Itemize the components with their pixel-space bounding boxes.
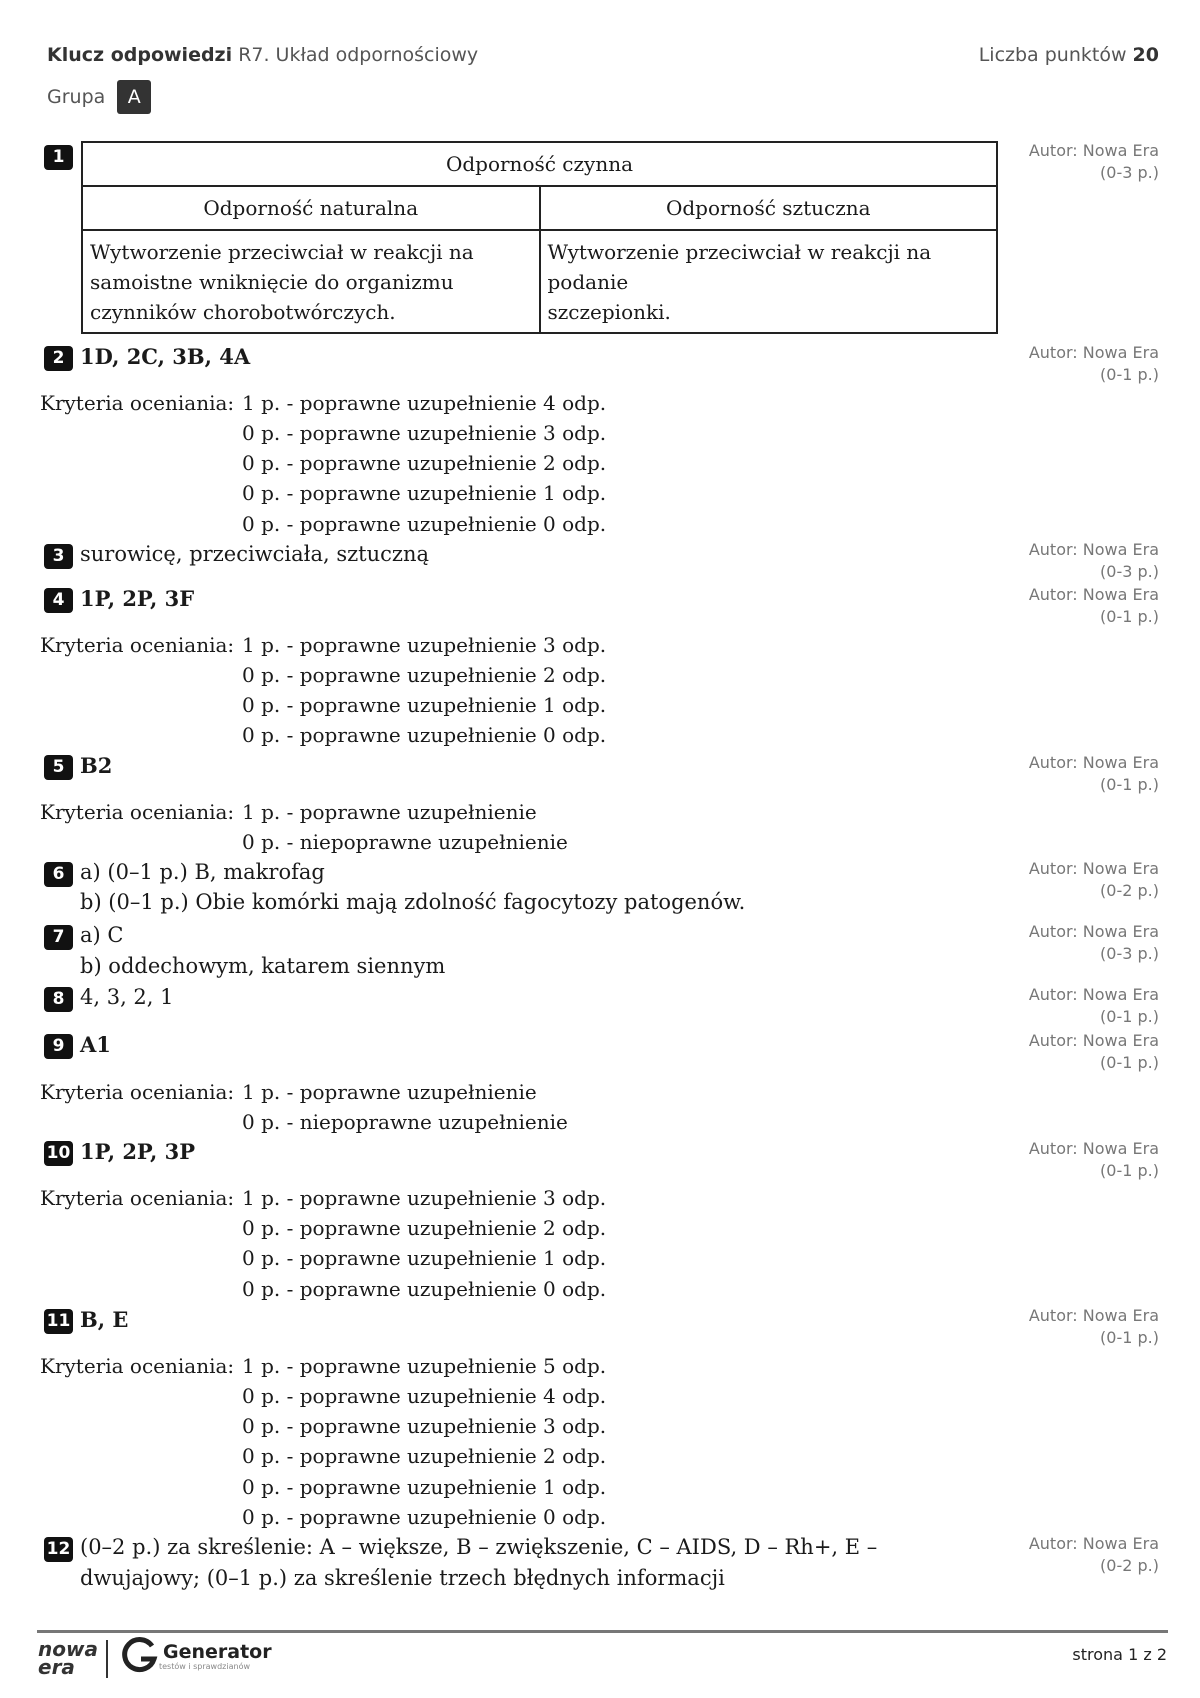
table-title: Odporność czynna <box>82 142 997 186</box>
question-6-author: Autor: Nowa Era (0-2 p.) <box>1028 859 1159 900</box>
question-number-9: 9 <box>44 1034 73 1059</box>
question-12-line-2: dwujajowy; (0–1 p.) za skreślenie trzech błędnych informacji <box>80 1566 725 1590</box>
criteria-line: 0 p. - poprawne uzupełnienie 3 odp. <box>242 421 607 445</box>
criteria-line: 1 p. - poprawne uzupełnienie 3 odp. <box>242 633 607 657</box>
criteria-line: 0 p. - poprawne uzupełnienie 4 odp. <box>242 1384 607 1408</box>
question-7-author: Autor: Nowa Era (0-3 p.) <box>1028 922 1159 963</box>
criteria-label: Kryteria oceniania: <box>40 1186 235 1210</box>
question-9-author: Autor: Nowa Era (0-1 p.) <box>1028 1031 1159 1072</box>
criteria-line: 0 p. - niepoprawne uzupełnienie <box>242 830 568 854</box>
criteria-line: 1 p. - poprawne uzupełnienie <box>242 1080 537 1104</box>
question-number-7: 7 <box>44 925 73 950</box>
criteria-label: Kryteria oceniania: <box>40 391 235 415</box>
criteria-line: 0 p. - poprawne uzupełnienie 1 odp. <box>242 1246 607 1270</box>
question-4-answer: 1P, 2P, 3F <box>80 586 195 611</box>
question-12-author: Autor: Nowa Era (0-2 p.) <box>1028 1534 1159 1575</box>
question-8-answer: 4, 3, 2, 1 <box>80 985 174 1009</box>
question-number-11: 11 <box>44 1309 73 1334</box>
criteria-line: 0 p. - niepoprawne uzupełnienie <box>242 1110 568 1134</box>
question-11-answer: B, E <box>80 1307 129 1332</box>
criteria-line: 1 p. - poprawne uzupełnienie 3 odp. <box>242 1186 607 1210</box>
question-10-author: Autor: Nowa Era (0-1 p.) <box>1028 1139 1159 1180</box>
question-8-author: Autor: Nowa Era (0-1 p.) <box>1028 985 1159 1026</box>
question-5-author: Autor: Nowa Era (0-1 p.) <box>1028 753 1159 794</box>
document-title: Klucz odpowiedzi R7. Układ odpornościowy <box>47 44 479 66</box>
question-7-part-a: a) C <box>80 923 124 947</box>
question-7-part-b: b) oddechowym, katarem siennym <box>80 954 446 978</box>
criteria-label: Kryteria oceniania: <box>40 633 235 657</box>
page-number: strona 1 z 2 <box>1072 1645 1167 1664</box>
question-number-4: 4 <box>44 588 73 613</box>
question-number-6: 6 <box>44 862 73 887</box>
table-col2-header: Odporność sztuczna <box>540 186 998 230</box>
question-3-answer: surowicę, przeciwciała, sztuczną <box>80 542 429 566</box>
criteria-line: 0 p. - poprawne uzupełnienie 0 odp. <box>242 1277 607 1301</box>
logo-separator <box>106 1640 108 1678</box>
criteria-line: 1 p. - poprawne uzupełnienie <box>242 800 537 824</box>
criteria-line: 0 p. - poprawne uzupełnienie 2 odp. <box>242 451 607 475</box>
points-total: Liczba punktów 20 <box>978 44 1159 66</box>
question-number-5: 5 <box>44 755 73 780</box>
criteria-line: 0 p. - poprawne uzupełnienie 2 odp. <box>242 1216 607 1240</box>
criteria-line: 0 p. - poprawne uzupełnienie 2 odp. <box>242 1444 607 1468</box>
group-badge: A <box>117 80 151 114</box>
question-4-author: Autor: Nowa Era (0-1 p.) <box>1028 585 1159 626</box>
question-12-line-1: (0–2 p.) za skreślenie: A – większe, B – zwiększenie, C – AIDS, D – Rh+, E – <box>80 1535 878 1559</box>
question-number-3: 3 <box>44 544 73 569</box>
question-number-2: 2 <box>44 346 73 371</box>
criteria-line: 0 p. - poprawne uzupełnienie 3 odp. <box>242 1414 607 1438</box>
criteria-line: 0 p. - poprawne uzupełnienie 0 odp. <box>242 512 607 536</box>
nowa-era-logo: nowa era <box>38 1637 98 1679</box>
generator-logo: Generator testów i sprawdzianów <box>121 1637 272 1675</box>
table-col2-cell: Wytworzenie przeciwciał w reakcji na podanie szczepionki. <box>540 230 998 333</box>
criteria-label: Kryteria oceniania: <box>40 800 235 824</box>
criteria-line: 0 p. - poprawne uzupełnienie 1 odp. <box>242 481 607 505</box>
question-2-answer: 1D, 2C, 3B, 4A <box>80 344 251 369</box>
question-1-author: Autor: Nowa Era (0-3 p.) <box>1028 141 1159 182</box>
question-11-author: Autor: Nowa Era (0-1 p.) <box>1028 1306 1159 1347</box>
footer-divider <box>37 1630 1168 1633</box>
question-2-author: Autor: Nowa Era (0-1 p.) <box>1028 343 1159 384</box>
table-col1-header: Odporność naturalna <box>82 186 540 230</box>
question-5-answer: B2 <box>80 753 113 778</box>
criteria-label: Kryteria oceniania: <box>40 1080 235 1104</box>
criteria-line: 0 p. - poprawne uzupełnienie 1 odp. <box>242 693 607 717</box>
question-10-answer: 1P, 2P, 3P <box>80 1139 196 1164</box>
question-6-part-a: a) (0–1 p.) B, makrofag <box>80 860 325 884</box>
criteria-line: 1 p. - poprawne uzupełnienie 5 odp. <box>242 1354 607 1378</box>
criteria-label: Kryteria oceniania: <box>40 1354 235 1378</box>
question-3-author: Autor: Nowa Era (0-3 p.) <box>1028 540 1159 581</box>
question-number-10: 10 <box>44 1141 73 1166</box>
question-number-1: 1 <box>44 145 73 170</box>
criteria-line: 0 p. - poprawne uzupełnienie 0 odp. <box>242 1505 607 1529</box>
question-number-8: 8 <box>44 987 73 1012</box>
generator-g-icon <box>121 1637 159 1675</box>
criteria-line: 1 p. - poprawne uzupełnienie 4 odp. <box>242 391 607 415</box>
criteria-line: 0 p. - poprawne uzupełnienie 2 odp. <box>242 663 607 687</box>
criteria-line: 0 p. - poprawne uzupełnienie 1 odp. <box>242 1475 607 1499</box>
question-number-12: 12 <box>44 1537 73 1562</box>
criteria-line: 0 p. - poprawne uzupełnienie 0 odp. <box>242 723 607 747</box>
group-indicator: Grupa A <box>47 80 151 114</box>
answer-table-q1 <box>81 141 998 334</box>
question-6-part-b: b) (0–1 p.) Obie komórki mają zdolność fagocytozy patogenów. <box>80 890 746 914</box>
question-9-answer: A1 <box>80 1032 111 1057</box>
table-col1-cell: Wytworzenie przeciwciał w reakcji na samoistne wniknięcie do organizmu czynników chorobotwórczych. <box>82 230 540 333</box>
